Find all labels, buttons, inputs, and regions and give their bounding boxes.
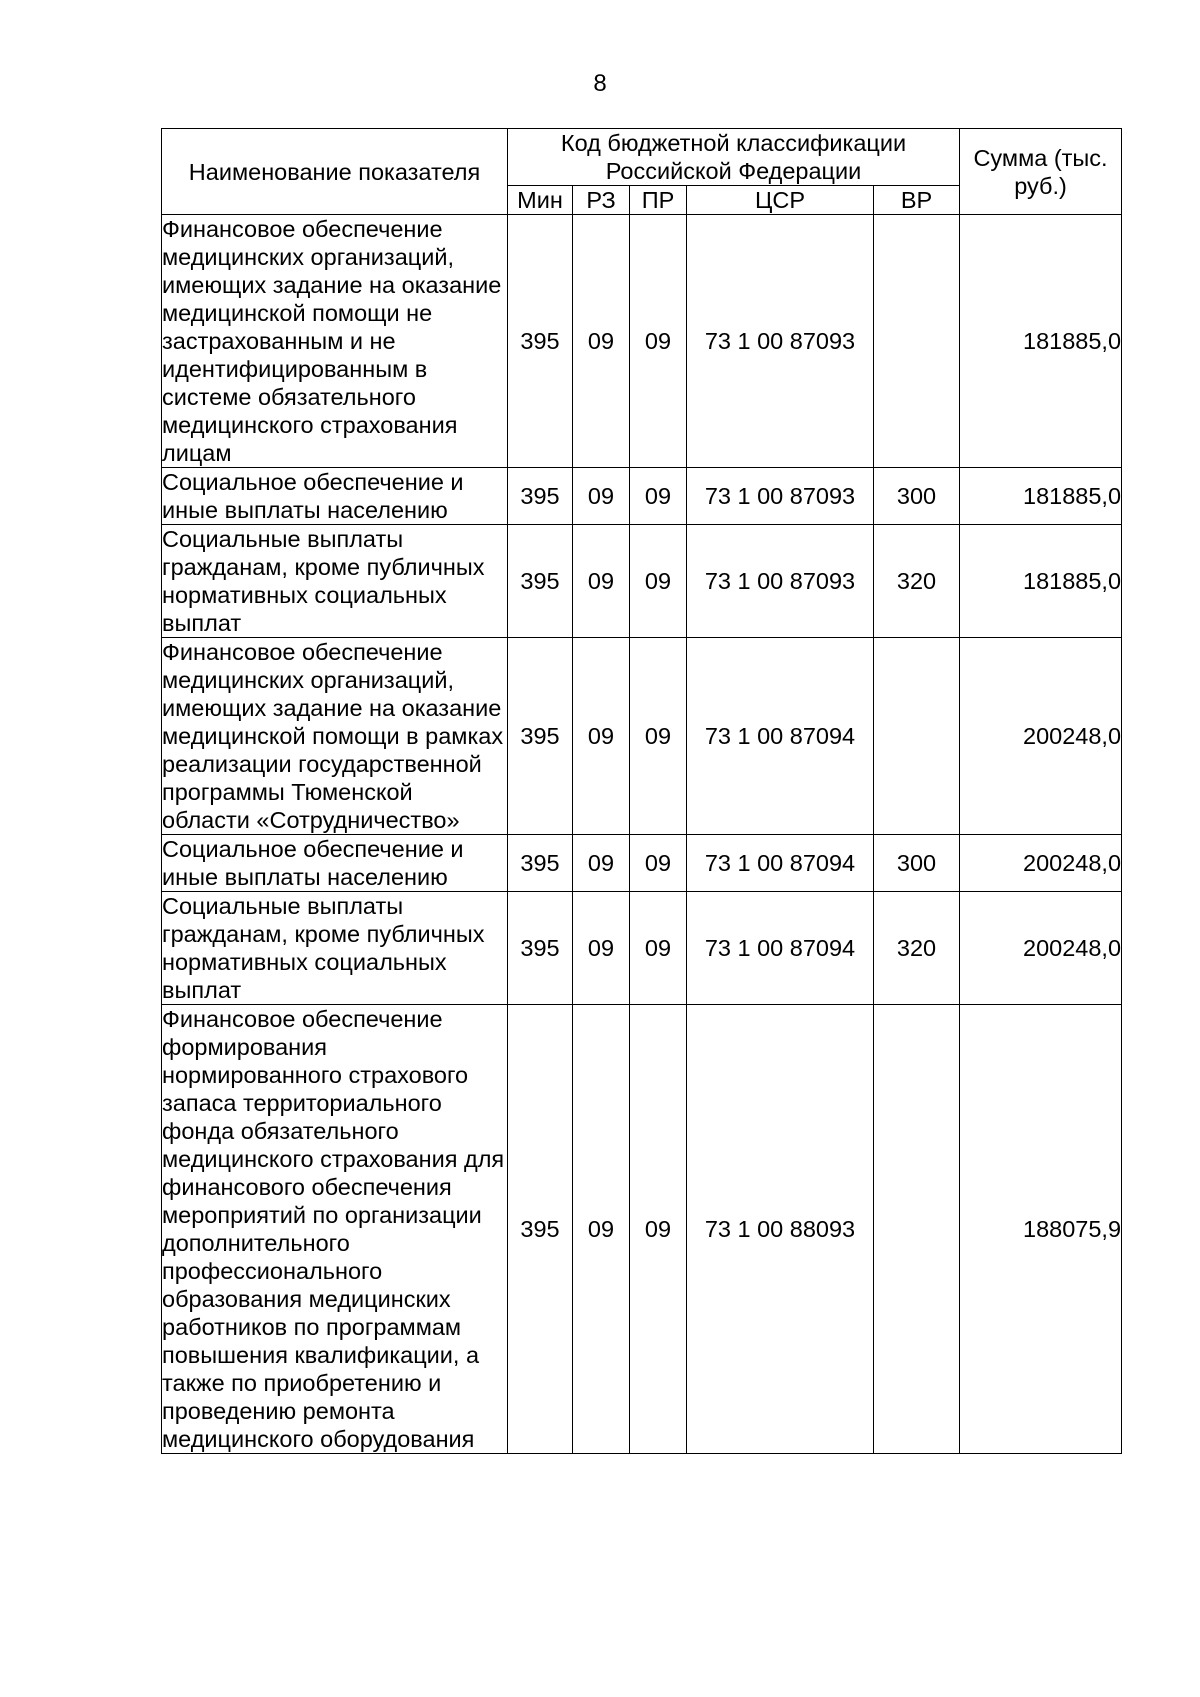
cell-csr: 73 1 00 87094 <box>687 835 874 892</box>
table-body <box>162 215 1122 1454</box>
cell-sum: 200248,0 <box>960 892 1122 1005</box>
cell-pr: 09 <box>630 638 687 835</box>
table-row <box>162 215 1122 468</box>
header-csr: ЦСР <box>687 186 874 215</box>
header-vr: ВР <box>874 186 960 215</box>
cell-csr: 73 1 00 88093 <box>687 1005 874 1454</box>
header-sum: Сумма (тыс. руб.) <box>960 129 1122 215</box>
cell-rz: 09 <box>573 525 630 638</box>
cell-min: 395 <box>508 638 573 835</box>
cell-vr: 320 <box>874 892 960 1005</box>
cell-name: Социальные выплаты гражданам, кроме публичных нормативных социальных выплат <box>162 892 508 1005</box>
cell-rz: 09 <box>573 892 630 1005</box>
cell-min: 395 <box>508 835 573 892</box>
cell-name: Социальное обеспечение и иные выплаты населению <box>162 468 508 525</box>
cell-csr: 73 1 00 87093 <box>687 468 874 525</box>
budget-table <box>161 128 1122 1454</box>
cell-pr: 09 <box>630 525 687 638</box>
cell-name: Социальное обеспечение и иные выплаты населению <box>162 835 508 892</box>
cell-min: 395 <box>508 215 573 468</box>
cell-sum: 181885,0 <box>960 215 1122 468</box>
cell-pr: 09 <box>630 835 687 892</box>
cell-sum: 200248,0 <box>960 638 1122 835</box>
cell-sum: 181885,0 <box>960 468 1122 525</box>
table-row <box>162 525 1122 638</box>
table-row <box>162 892 1122 1005</box>
cell-pr: 09 <box>630 468 687 525</box>
cell-name: Финансовое обеспечение формирования нормированного страхового запаса территориального фонда обязательного медицинского страхования для финансового обеспечения мероприятий по организации дополнительного профессионального образования медицинских работников по программам повышения квалификации, а также по приобретению и проведению ремонта медицинского оборудования <box>162 1005 508 1454</box>
cell-rz: 09 <box>573 468 630 525</box>
cell-csr: 73 1 00 87093 <box>687 525 874 638</box>
cell-vr <box>874 1005 960 1454</box>
header-min: Мин <box>508 186 573 215</box>
cell-rz: 09 <box>573 835 630 892</box>
cell-vr <box>874 638 960 835</box>
cell-vr: 300 <box>874 835 960 892</box>
cell-sum: 181885,0 <box>960 525 1122 638</box>
cell-pr: 09 <box>630 892 687 1005</box>
header-code-group: Код бюджетной классификации Российской Федерации <box>508 129 960 186</box>
cell-sum: 188075,9 <box>960 1005 1122 1454</box>
cell-rz: 09 <box>573 1005 630 1454</box>
table-row <box>162 638 1122 835</box>
header-name: Наименование показателя <box>162 129 508 215</box>
header-rz: РЗ <box>573 186 630 215</box>
cell-name: Финансовое обеспечение медицинских организаций, имеющих задание на оказание медицинской помощи в рамках реализации государственной программы Тюменской области «Сотрудничество» <box>162 638 508 835</box>
cell-pr: 09 <box>630 215 687 468</box>
page-number: 8 <box>593 70 607 97</box>
header-pr: ПР <box>630 186 687 215</box>
cell-min: 395 <box>508 1005 573 1454</box>
table-header <box>162 129 1122 215</box>
cell-min: 395 <box>508 468 573 525</box>
cell-csr: 73 1 00 87094 <box>687 892 874 1005</box>
cell-min: 395 <box>508 525 573 638</box>
table-row <box>162 468 1122 525</box>
cell-rz: 09 <box>573 638 630 835</box>
cell-sum: 200248,0 <box>960 835 1122 892</box>
cell-csr: 73 1 00 87093 <box>687 215 874 468</box>
cell-name: Социальные выплаты гражданам, кроме публичных нормативных социальных выплат <box>162 525 508 638</box>
cell-rz: 09 <box>573 215 630 468</box>
cell-vr <box>874 215 960 468</box>
cell-name: Финансовое обеспечение медицинских организаций, имеющих задание на оказание медицинской помощи не застрахованным и не идентифицированным в системе обязательного медицинского страхования лицам <box>162 215 508 468</box>
table-row <box>162 1005 1122 1454</box>
cell-pr: 09 <box>630 1005 687 1454</box>
table-row <box>162 835 1122 892</box>
cell-min: 395 <box>508 892 573 1005</box>
cell-vr: 320 <box>874 525 960 638</box>
cell-csr: 73 1 00 87094 <box>687 638 874 835</box>
cell-vr: 300 <box>874 468 960 525</box>
